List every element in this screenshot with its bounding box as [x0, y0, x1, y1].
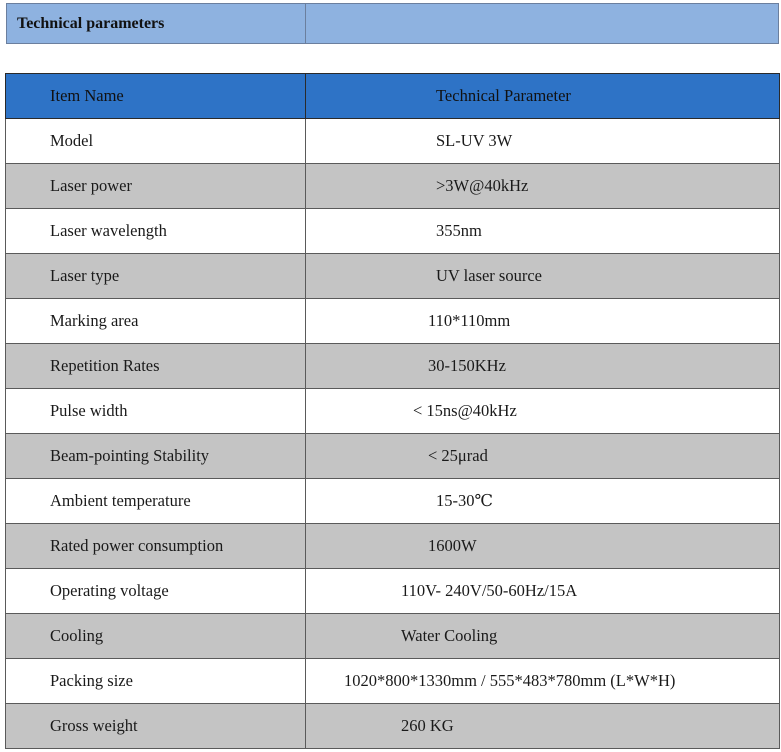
section-title: Technical parameters: [7, 4, 306, 43]
param-value-cell: 30-150KHz: [306, 344, 780, 389]
technical-parameters-table: [5, 73, 780, 749]
param-name-cell: Laser type: [6, 254, 306, 299]
param-name-cell: Operating voltage: [6, 569, 306, 614]
param-value-cell: < 25μrad: [306, 434, 780, 479]
param-value-cell: UV laser source: [306, 254, 780, 299]
table-row: [6, 704, 780, 749]
param-value-cell: 110V- 240V/50-60Hz/15A: [306, 569, 780, 614]
table-row: [6, 254, 780, 299]
param-value-cell: 110*110mm: [306, 299, 780, 344]
param-name-cell: Gross weight: [6, 704, 306, 749]
param-name-cell: Pulse width: [6, 389, 306, 434]
section-title-spacer: [306, 4, 778, 43]
param-name-cell: Model: [6, 119, 306, 164]
section-title-bar: [6, 3, 779, 44]
param-value-cell: 15-30℃: [306, 479, 780, 524]
table-row: [6, 614, 780, 659]
param-value-cell: SL-UV 3W: [306, 119, 780, 164]
param-name-cell: Ambient temperature: [6, 479, 306, 524]
param-name-cell: Repetition Rates: [6, 344, 306, 389]
table-row: [6, 389, 780, 434]
param-value-cell: < 15ns@40kHz: [306, 389, 780, 434]
param-value-cell: 355nm: [306, 209, 780, 254]
table-row: [6, 434, 780, 479]
param-value-cell: 1600W: [306, 524, 780, 569]
table-row: [6, 479, 780, 524]
table-row: [6, 209, 780, 254]
table-row: [6, 164, 780, 209]
param-value-cell: 260 KG: [306, 704, 780, 749]
param-value-cell: >3W@40kHz: [306, 164, 780, 209]
param-name-cell: Laser wavelength: [6, 209, 306, 254]
table-row: [6, 119, 780, 164]
table-row: [6, 344, 780, 389]
table-row: [6, 659, 780, 704]
param-name-cell: Cooling: [6, 614, 306, 659]
param-name-cell: Marking area: [6, 299, 306, 344]
table-row: [6, 299, 780, 344]
param-name-cell: Packing size: [6, 659, 306, 704]
table-header-row: [6, 74, 780, 119]
header-item-name: Item Name: [6, 74, 306, 119]
header-technical-parameter: Technical Parameter: [306, 74, 780, 119]
table-body: [6, 119, 780, 749]
table-row: [6, 524, 780, 569]
param-value-cell: Water Cooling: [306, 614, 780, 659]
param-name-cell: Rated power consumption: [6, 524, 306, 569]
param-value-cell: 1020*800*1330mm / 555*483*780mm (L*W*H): [306, 659, 780, 704]
param-name-cell: Laser power: [6, 164, 306, 209]
table-row: [6, 569, 780, 614]
param-name-cell: Beam-pointing Stability: [6, 434, 306, 479]
